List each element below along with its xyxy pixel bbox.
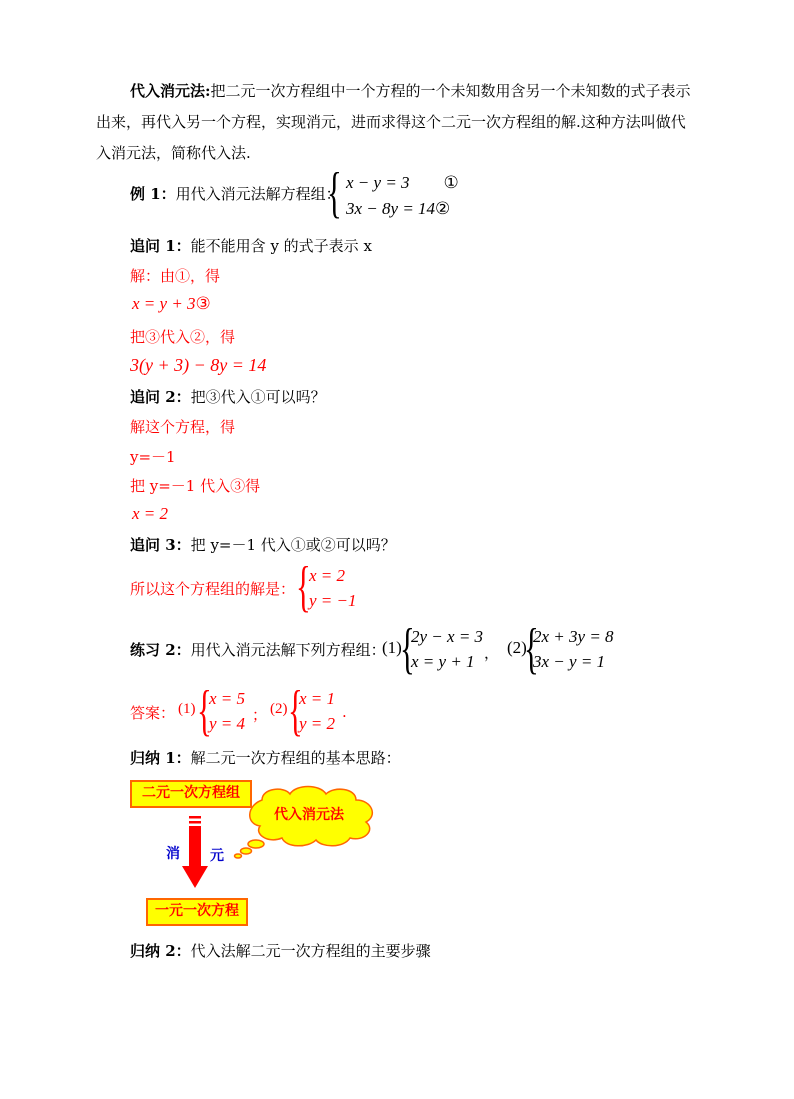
summary2-label: 归纳 2： [130, 942, 191, 960]
solution-line-3: 把③代入②，得 [130, 328, 236, 346]
solution2-line-1: 解这个方程，得 [130, 418, 236, 436]
q3-label: 追问 3： [130, 536, 191, 554]
example1-eq1: x − y = 3 ① [346, 173, 459, 192]
solution2-line-4: x = 2 [132, 504, 169, 523]
solution2-line-2: y=－1 [130, 448, 176, 466]
summary1 [130, 747, 401, 768]
intro-term: 代入消元法: [130, 82, 211, 100]
cloud-label: 代入消元法 [274, 807, 344, 823]
conclusion-eq1: x = 2 [309, 566, 346, 585]
answer-end: . [342, 703, 347, 721]
top-box-binary-system: 二元一次方程组 [130, 780, 252, 808]
summary2-text: 代入法解二元一次方程组的主要步骤 [190, 942, 431, 960]
conclusion-eq2: y = −1 [309, 591, 357, 610]
bottom-box-linear-equation: 一元一次方程 [146, 898, 248, 926]
q1-label: 追问 1： [130, 237, 191, 255]
down-arrow-icon [182, 816, 208, 888]
example1-brace: { [327, 162, 342, 224]
summary2 [130, 940, 431, 961]
summary1-label: 归纳 1： [130, 749, 191, 767]
example1-eq2: 3x − 8y = 14② [346, 199, 451, 218]
practice2-p1-eq2: x = y + 1 [411, 652, 475, 671]
answer-a1-eq2: y = 4 [209, 714, 246, 733]
example1-line [130, 183, 341, 204]
answer-a2-eq2: y = 2 [299, 714, 336, 733]
example1-text: 用代入消元法解方程组： [175, 185, 341, 203]
answer-a2-brace: { [288, 680, 303, 742]
solution-line-2: x = y + 3③ [132, 294, 211, 313]
intro-text: 把二元一次方程组中一个方程的一个未知数用含另一个未知数的式子表示出来，再代入另一个方程，实现消元，进而求得这个二元一次方程组的解.这种方法叫做代入消元法，简称代入法. [96, 82, 691, 162]
solution-line-4: 3(y + 3) − 8y = 14 [130, 355, 267, 375]
arrow-label-left: 消 [166, 846, 180, 862]
answer-a2-eq1: x = 1 [299, 689, 336, 708]
solution-line-1: 解：由①，得 [130, 267, 221, 285]
conclusion-brace: { [296, 556, 311, 618]
answer-a1-label: (1) [178, 701, 196, 717]
solution2-line-3: 把 y=－1 代入③得 [130, 477, 261, 495]
intro-paragraph [96, 76, 696, 169]
practice2-p1-label: (1) [382, 638, 402, 657]
q1-text: 能不能用含 y 的式子表示 x [190, 237, 372, 255]
answer-separator: ； [252, 706, 268, 724]
practice2-separator: ， [484, 644, 500, 662]
practice2-p1-brace: { [400, 618, 415, 680]
conclusion-text: 所以这个方程组的解是： [130, 580, 296, 598]
q2-text: 把③代入①可以吗？ [190, 388, 326, 406]
practice2-p2-label: (2) [507, 638, 527, 657]
practice2-p2-eq1: 2x + 3y = 8 [533, 627, 614, 646]
practice2-p2-eq2: 3x − y = 1 [533, 652, 606, 671]
practice2-p2-brace: { [524, 618, 539, 680]
answer-label: 答案： [130, 704, 176, 722]
arrow-label-right: 元 [210, 848, 224, 864]
q2-label: 追问 2： [130, 388, 191, 406]
practice2-text: 用代入消元法解下列方程组： [190, 641, 386, 659]
question1 [130, 235, 372, 256]
answer-a1-brace: { [197, 680, 212, 742]
example1-label: 例 1： [130, 185, 176, 203]
question2 [130, 386, 326, 407]
practice2-p1-eq1: 2y − x = 3 [411, 627, 484, 646]
question3 [130, 534, 396, 555]
answer-a1-eq1: x = 5 [209, 689, 246, 708]
answer-a2-label: (2) [270, 701, 288, 717]
q3-text: 把 y=－1 代入①或②可以吗？ [190, 536, 396, 554]
summary1-text: 解二元一次方程组的基本思路： [190, 749, 401, 767]
practice2-label: 练习 2： [130, 641, 191, 659]
practice2-line [130, 639, 386, 660]
